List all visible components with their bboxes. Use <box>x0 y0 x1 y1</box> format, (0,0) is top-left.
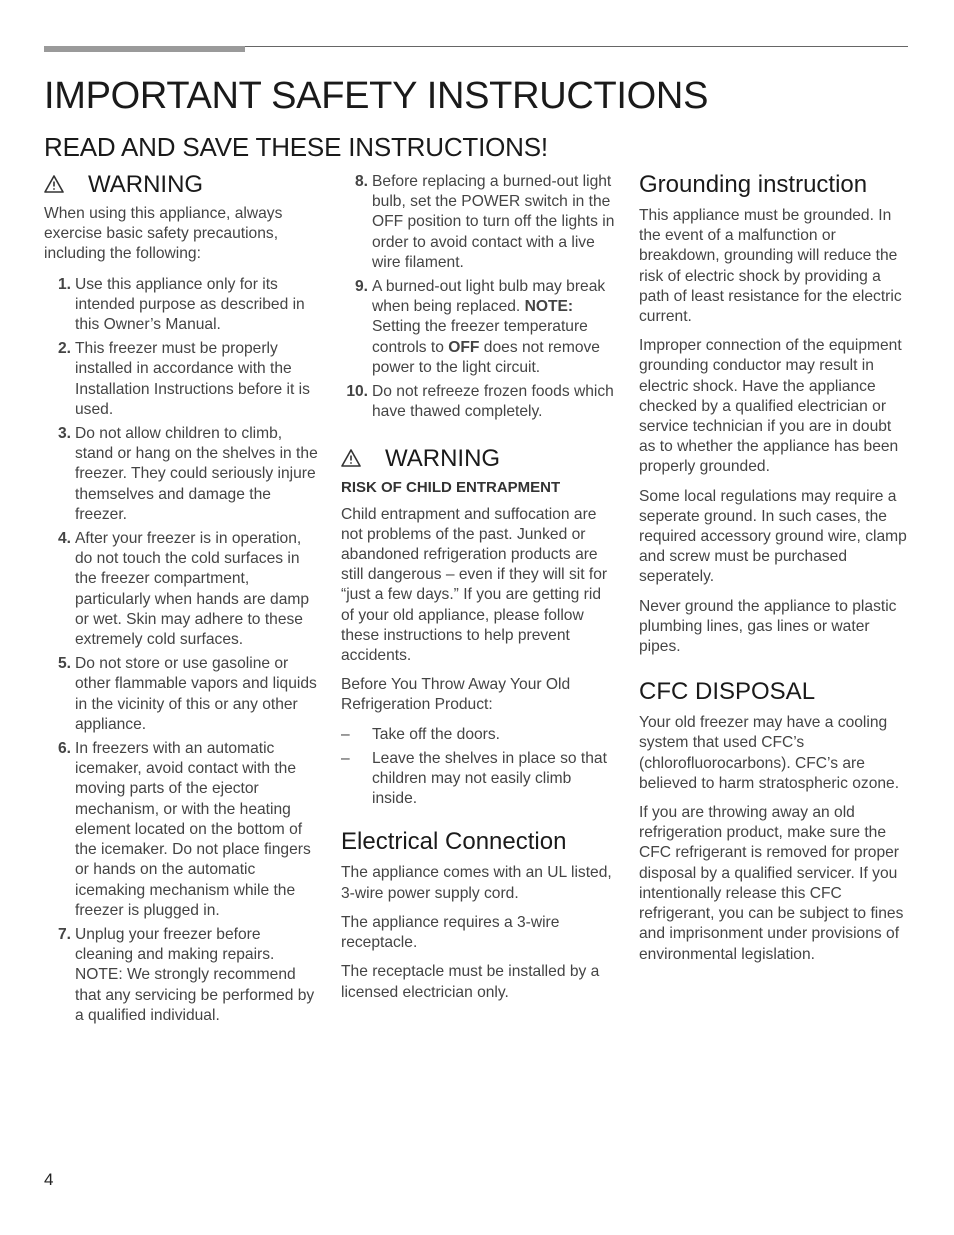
cfc-paragraph: Your old freezer may have a cooling system that used CFC’s (chlorofluorocarbons). CFC’s are believed to harm stratospheric ozone. <box>639 714 900 792</box>
entrapment-paragraph: Child entrapment and suffocation are not problems of the past. Junked or abandoned refrigeration products are still dangerous – even if they will sit for “just a few days.” If you are getting rid of your old appliance, please follow these instructions to help prevent accidents. <box>341 505 608 665</box>
column-middle <box>341 172 616 1012</box>
warning-heading-2 <box>341 444 616 474</box>
grounding-paragraph: Improper connection of the equipment grounding conductor may result in electric shock. Have the appliance checked by a qualified electrician or service technician if you are in doubt as to whether the appliance has been properly grounded. <box>639 337 902 476</box>
warning-heading-label: WARNING <box>385 445 501 473</box>
list-item: 9. A burned-out light bulb may break when being replaced. NOTE: Setting the freezer temperature controls to OFF does not remove power to the light circuit. <box>354 278 606 376</box>
warning-intro: When using this appliance, always exercise basic safety precautions, including the following: <box>44 205 283 263</box>
before-throw-paragraph: Before You Throw Away Your Old Refrigeration Product: <box>341 676 571 714</box>
list-item: – Leave the shelves in place so that children may not easily climb inside. <box>341 749 607 808</box>
electrical-heading: Electrical Connection <box>341 828 567 856</box>
column-left <box>44 170 318 1030</box>
safety-list <box>44 275 318 1026</box>
warning-heading-label: WARNING <box>88 171 204 198</box>
grounding-paragraph: Never ground the appliance to plastic plumbing lines, gas lines or water pipes. <box>639 597 897 656</box>
list-item: 4. After your freezer is in operation, do not touch the cold surfaces in the freezer compartment, particularly when hands are damp or wet. Skin may adhere to these extremely cold surfaces. <box>57 530 310 649</box>
list-item: 6. In freezers with an automatic icemaker, avoid contact with the moving parts of the ejector mechanism, or with the heating element located on the bottom of the icemaker. Do not place fingers or hands on the automatic icemaking mechanism while the freezer is plugged in. <box>57 740 311 919</box>
electrical-paragraph: The receptacle must be installed by a licensed electrician only. <box>341 963 600 1001</box>
electrical-paragraph: The appliance comes with an UL listed, 3-wire power supply cord. <box>341 864 612 902</box>
list-item: 8. Before replacing a burned-out light bulb, set the POWER switch in the OFF position to turn off the lights in order to avoid contact with a live wire filament. <box>354 173 615 271</box>
grounding-heading: Grounding instruction <box>639 171 868 198</box>
risk-subheading: RISK OF CHILD ENTRAPMENT <box>341 479 561 497</box>
warning-triangle-icon <box>341 449 363 469</box>
grounding-paragraph: This appliance must be grounded. In the event of a malfunction or breakdown, grounding will reduce the risk of electric shock by providing a path of least resistance for the electric current. <box>639 207 902 326</box>
warning-triangle-icon <box>44 175 66 195</box>
page-subtitle: READ AND SAVE THESE INSTRUCTIONS! <box>44 132 548 162</box>
header-rule-tab <box>44 46 245 52</box>
list-item: 1. Use this appliance only for its intended purpose as described in this Owner’s Manual. <box>57 275 305 334</box>
grounding-paragraph: Some local regulations may require a seperate ground. In such cases, the required accessory ground wire, clamp and screw must be purchased seperately. <box>639 487 907 586</box>
list-item: 3. Do not allow children to climb, stand or hang on the shelves in the freezer. They could seriously injure themselves and damage the freezer. <box>57 425 318 523</box>
warning-heading <box>44 170 318 200</box>
page-number: 4 <box>44 1170 54 1189</box>
list-item: 2. This freezer must be properly installed in accordance with the Installation Instructions before it is used. <box>57 340 310 418</box>
list-item: 10. Do not refreeze frozen foods which have thawed completely. <box>346 383 614 421</box>
list-item: 5. Do not store or use gasoline or other flammable vapors and liquids in the vicinity of this or any other appliance. <box>57 655 317 733</box>
cfc-heading: CFC DISPOSAL <box>639 678 816 706</box>
electrical-paragraph: The appliance requires a 3-wire receptacle. <box>341 913 560 952</box>
column-right <box>639 170 911 974</box>
disposal-steps <box>341 725 616 810</box>
cfc-paragraph: If you are throwing away an old refrigeration product, make sure the CFC refrigerant is removed for proper disposal by a qualified servicer. If you intentionally release this CFC refrigerant, you can be subject to fines and imprisonment under provisions of environmental legislation. <box>639 804 904 963</box>
list-item: – Take off the doors. <box>341 725 501 743</box>
safety-list-continued <box>341 172 616 422</box>
list-item: 7. Unplug your freezer before cleaning and making repairs. NOTE: We strongly recommend that any servicing be performed by a qualified individual. <box>57 925 315 1024</box>
page-title: IMPORTANT SAFETY INSTRUCTIONS <box>44 75 709 117</box>
